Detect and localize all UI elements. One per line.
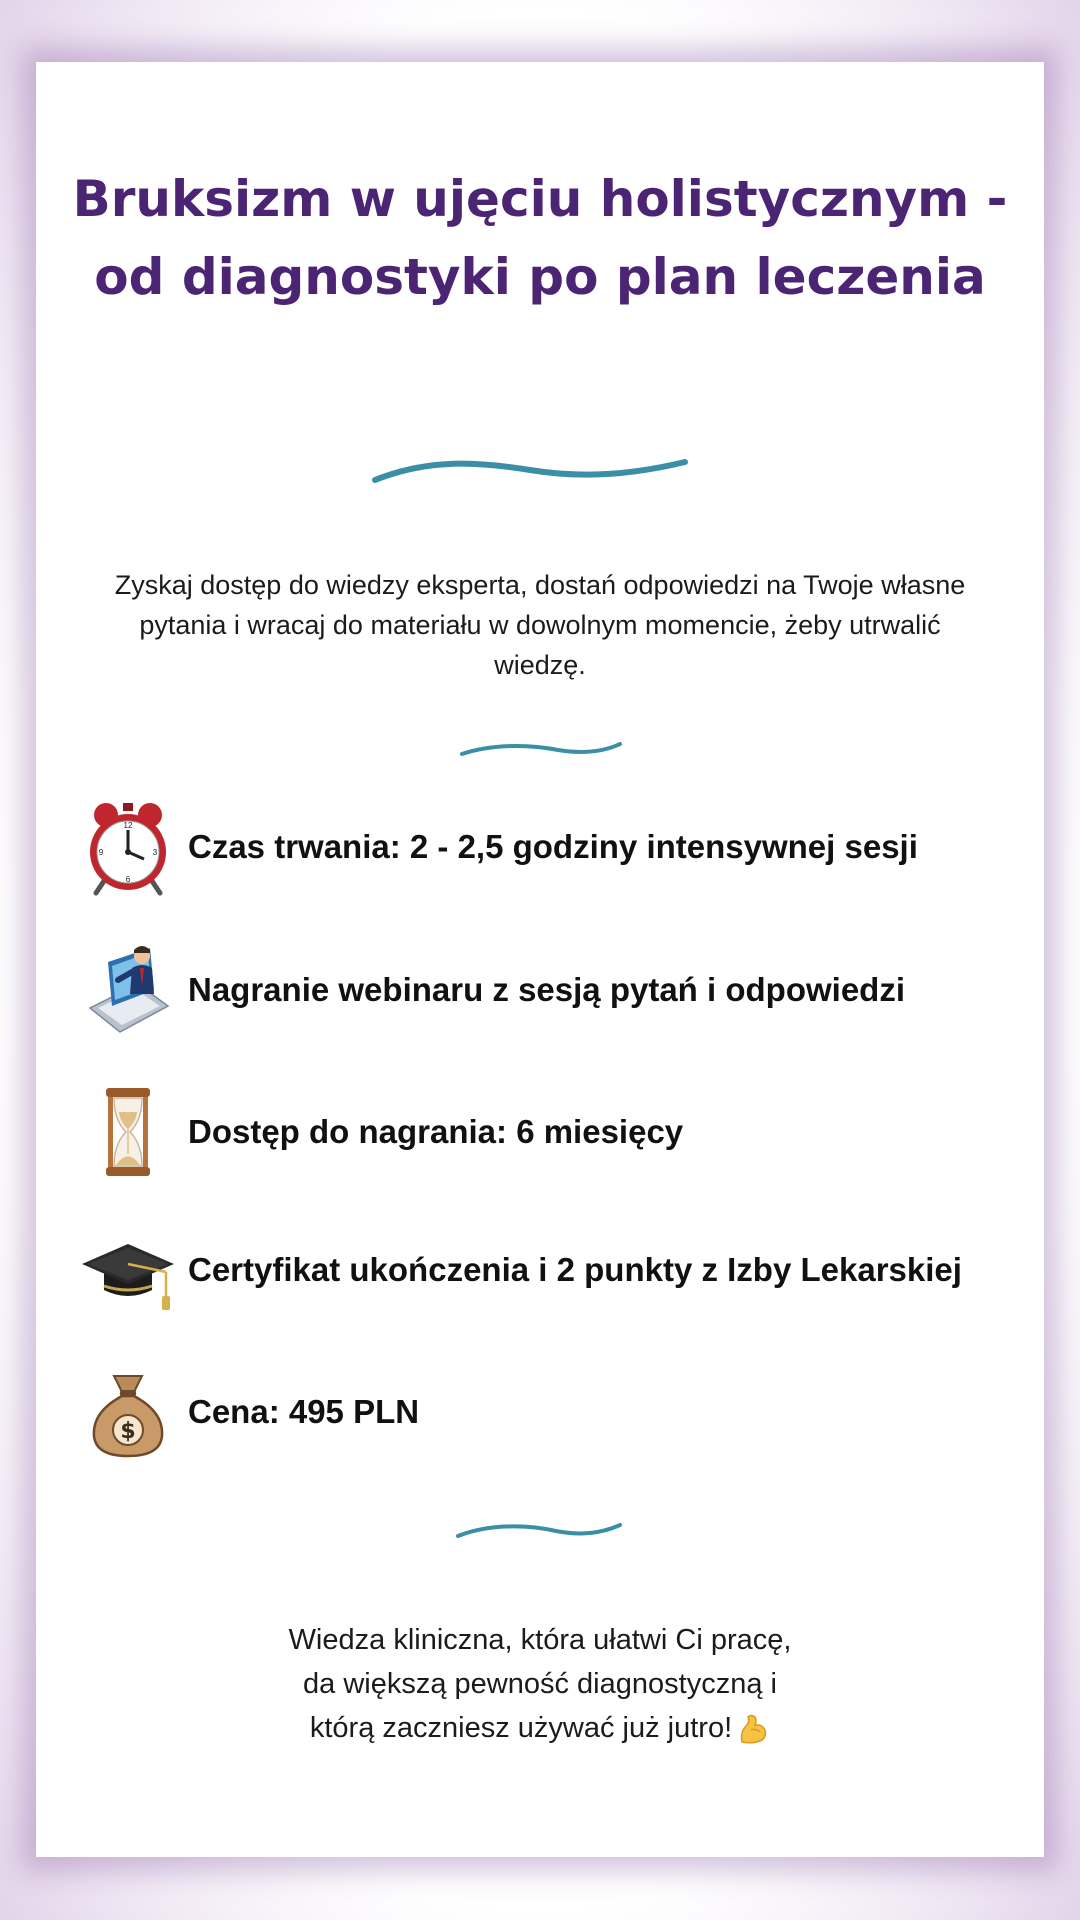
laptop-presenter-icon xyxy=(78,940,178,1040)
hourglass-icon xyxy=(78,1082,178,1182)
wave-divider-bottom xyxy=(454,1518,624,1542)
svg-text:12: 12 xyxy=(123,821,133,830)
intro-text: Zyskaj dostęp do wiedzy eksperta, dostań odpowiedzi na Twoje własne pytania i wracaj do materiału w dowolnym momencie, żeby utrwalić wiedzę. xyxy=(114,570,966,680)
wave-divider-small xyxy=(458,738,624,760)
svg-text:3: 3 xyxy=(152,848,158,857)
flexed-biceps-icon xyxy=(736,1712,770,1746)
svg-text:6: 6 xyxy=(125,875,131,884)
feature-duration xyxy=(78,797,1018,897)
svg-text:9: 9 xyxy=(98,848,104,857)
money-bag-icon xyxy=(78,1362,178,1462)
alarm-clock-icon xyxy=(78,797,178,897)
feature-access xyxy=(78,1082,1018,1182)
feature-price-label: Cena: 495 PLN xyxy=(188,1393,420,1430)
feature-duration-label: Czas trwania: 2 - 2,5 godziny intensywnej sesji xyxy=(188,828,918,865)
closing-line-3 xyxy=(140,1706,940,1750)
feature-price xyxy=(78,1362,1018,1462)
feature-certificate xyxy=(78,1220,1018,1320)
closing-line-3-text: którą zaczniesz używać już jutro! xyxy=(309,1712,733,1744)
svg-text:$: $ xyxy=(120,1419,136,1444)
feature-recording-label: Nagranie webinaru z sesją pytań i odpowiedzi xyxy=(188,971,905,1008)
page-title: Bruksizm w ujęciu holistycznym - od diagnostyki po plan leczenia xyxy=(72,170,1008,306)
wave-divider-large xyxy=(370,452,690,488)
closing-text xyxy=(140,1618,940,1750)
feature-access-label: Dostęp do nagrania: 6 miesięcy xyxy=(188,1113,684,1150)
feature-certificate-label: Certyfikat ukończenia i 2 punkty z Izby Lekarskiej xyxy=(188,1251,962,1288)
closing-line-1: Wiedza kliniczna, która ułatwi Ci pracę, xyxy=(288,1624,792,1656)
graduation-cap-icon xyxy=(78,1220,178,1320)
feature-recording xyxy=(78,940,1018,1040)
closing-line-2: da większą pewność diagnostyczną i xyxy=(303,1668,777,1700)
